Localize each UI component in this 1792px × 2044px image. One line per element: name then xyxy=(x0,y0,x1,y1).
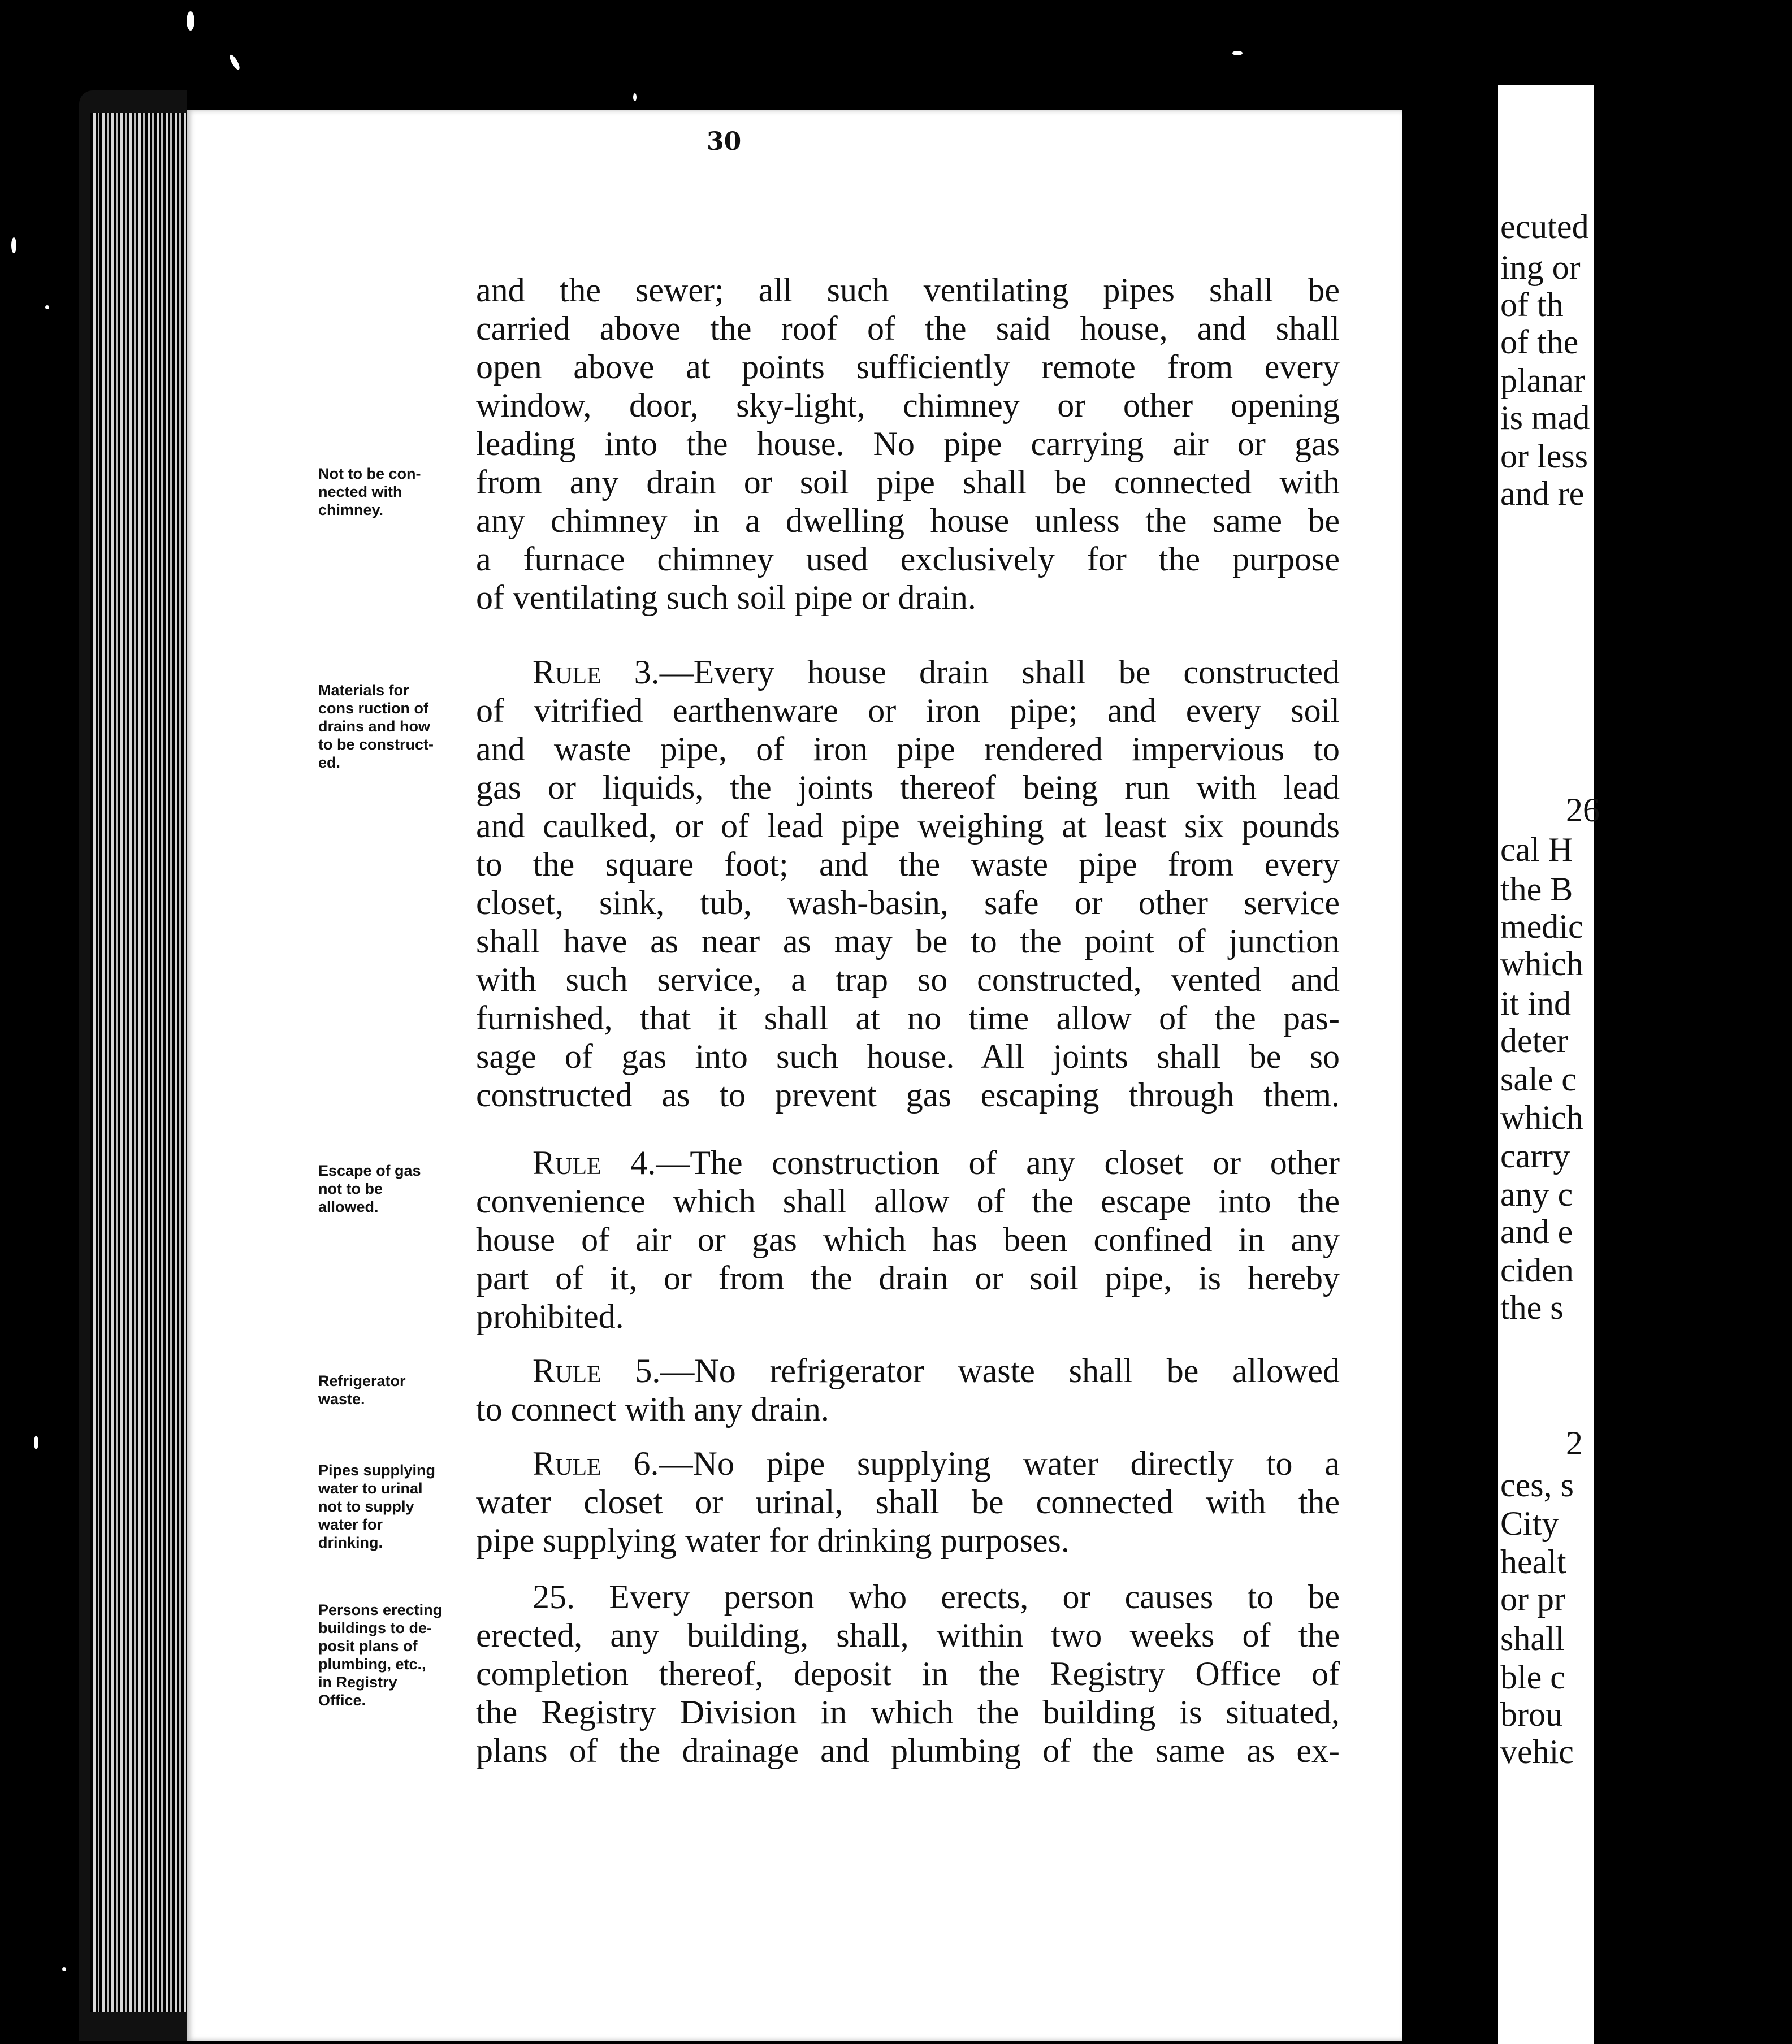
text-line: convenience which shall allow of the escape into the xyxy=(476,1183,1340,1220)
text-line: and waste pipe, of iron pipe rendered impervious to xyxy=(476,730,1340,768)
text-line: with such service, a trap so constructed, vented and xyxy=(476,961,1340,998)
rule-4-label: Rule 4. xyxy=(533,1144,656,1181)
right-page-line: which xyxy=(1500,1099,1583,1136)
text-line: plans of the drainage and plumbing of the same as ex- xyxy=(476,1732,1340,1769)
margin-note-line: waste. xyxy=(318,1391,365,1408)
rule-5-heading xyxy=(533,1352,1340,1389)
section-25-first-line: 25. Every person who erects, or causes to be xyxy=(533,1578,1340,1616)
text-line: pipe supplying water for drinking purposes. xyxy=(476,1522,1070,1559)
margin-note-line: drinking. xyxy=(318,1534,383,1551)
rule-4-text: —The construction of any closet or other xyxy=(656,1144,1340,1181)
margin-note-line: buildings to de- xyxy=(318,1619,432,1636)
right-page-line: healt xyxy=(1500,1543,1566,1580)
scan-speck xyxy=(633,93,637,101)
margin-note-materials xyxy=(318,681,482,772)
right-page-line: is mad xyxy=(1500,399,1590,436)
text-line: water closet or urinal, shall be connected with the xyxy=(476,1483,1340,1521)
right-page-line: planar xyxy=(1500,362,1585,399)
text-line: part of it, or from the drain or soil pipe, is hereby xyxy=(476,1259,1340,1297)
right-page-line: medic xyxy=(1500,908,1583,945)
right-page-line: ces, s xyxy=(1500,1466,1574,1504)
margin-note-line: posit plans of xyxy=(318,1638,418,1655)
margin-note-line: Materials for xyxy=(318,682,409,699)
text-line: completion thereof, deposit in the Registry Office of xyxy=(476,1655,1340,1692)
rule-6-heading xyxy=(533,1445,1340,1482)
scan-speck xyxy=(62,1967,66,1971)
margin-note-refrigerator xyxy=(318,1372,482,1408)
right-page-line: and e xyxy=(1500,1213,1573,1250)
scan-speck xyxy=(45,305,49,309)
margin-note-line: plumbing, etc., xyxy=(318,1656,426,1673)
margin-note-line: Refrigerator xyxy=(318,1372,406,1389)
scan-speck xyxy=(228,54,241,71)
right-page-line: or less xyxy=(1500,438,1588,475)
margin-note-escape xyxy=(318,1162,482,1216)
text-line: of ventilating such soil pipe or drain. xyxy=(476,579,976,616)
margin-note-line: water for xyxy=(318,1516,383,1533)
right-page-line: ble c xyxy=(1500,1658,1565,1696)
text-line: and caulked, or of lead pipe weighing at least six pounds xyxy=(476,807,1340,845)
scan-speck xyxy=(11,237,16,253)
right-page-line: shall xyxy=(1500,1620,1565,1657)
page-number: 30 xyxy=(707,127,742,156)
right-page-line: it ind xyxy=(1500,985,1572,1022)
text-line: to the square foot; and the waste pipe from every xyxy=(476,846,1340,883)
margin-note-line: Pipes supplying xyxy=(318,1462,436,1479)
text-line: sage of gas into such house. All joints shall be so xyxy=(476,1038,1340,1075)
scan-speck xyxy=(34,1436,38,1449)
text-line: open above at points sufficiently remote from every xyxy=(476,348,1340,386)
text-line: house of air or gas which has been confined in any xyxy=(476,1221,1340,1258)
right-page-line: 26 xyxy=(1566,791,1600,829)
margin-note-line: not to supply xyxy=(318,1498,414,1515)
text-line: to connect with any drain. xyxy=(476,1391,829,1428)
margin-note-line: Office. xyxy=(318,1692,366,1709)
right-page-line: ecuted xyxy=(1500,208,1589,245)
rule-6-label: Rule 6. xyxy=(533,1445,659,1482)
scan-speck xyxy=(1232,51,1243,55)
right-page-line: cal H xyxy=(1500,831,1573,868)
right-page-line: ciden xyxy=(1500,1251,1574,1289)
right-page-line: or pr xyxy=(1500,1580,1565,1618)
text-line: any chimney in a dwelling house unless the same be xyxy=(476,502,1340,539)
margin-note-line: Not to be con- xyxy=(318,465,421,482)
right-page-line: any c xyxy=(1500,1176,1573,1213)
right-page-line: 2 xyxy=(1566,1424,1583,1462)
rule-5-text: —No refrigerator waste shall be allowed xyxy=(660,1352,1340,1389)
right-page-line: deter xyxy=(1500,1022,1568,1059)
text-line: furnished, that it shall at no time allow of the pas- xyxy=(476,999,1340,1037)
margin-note-line: Escape of gas xyxy=(318,1162,421,1179)
text-line: leading into the house. No pipe carrying air or gas xyxy=(476,425,1340,462)
text-line: from any drain or soil pipe shall be connected with xyxy=(476,464,1340,501)
text-line: gas or liquids, the joints thereof being run with lead xyxy=(476,769,1340,806)
margin-note-pipes xyxy=(318,1461,482,1552)
margin-note-line: water to urinal xyxy=(318,1480,423,1497)
right-page-line: which xyxy=(1500,945,1583,982)
margin-note-persons xyxy=(318,1601,482,1709)
right-page-line: and re xyxy=(1500,475,1585,512)
text-line: and the sewer; all such ventilating pipes shall be xyxy=(476,271,1340,309)
margin-note-line: nected with xyxy=(318,483,402,500)
margin-note-line: chimney. xyxy=(318,501,384,518)
right-page-line: City xyxy=(1500,1505,1559,1542)
text-line: window, door, sky-light, chimney or other opening xyxy=(476,387,1340,424)
text-line: closet, sink, tub, wash-basin, safe or other service xyxy=(476,884,1340,921)
right-page xyxy=(1498,85,1600,2044)
margin-note-chimney xyxy=(318,465,482,519)
book-gutter xyxy=(1402,85,1498,2044)
rule-3-text: —Every house drain shall be constructed xyxy=(659,653,1340,691)
right-page-line: sale c xyxy=(1500,1060,1577,1098)
text-line: of vitrified earthenware or iron pipe; and every soil xyxy=(476,692,1340,729)
right-page-line: the B xyxy=(1500,871,1573,908)
right-page-line: brou xyxy=(1500,1696,1562,1733)
right-page-line: of th xyxy=(1500,286,1564,323)
right-page-line: of the xyxy=(1500,323,1579,361)
rule-5-label: Rule 5. xyxy=(533,1352,661,1389)
rule-6-text: —No pipe supplying water directly to a xyxy=(659,1445,1340,1482)
right-page-line: carry xyxy=(1500,1137,1570,1175)
right-page-line: the s xyxy=(1500,1289,1564,1326)
margin-note-line: to be construct- xyxy=(318,736,434,753)
margin-note-line: drains and how xyxy=(318,718,431,735)
margin-note-line: not to be xyxy=(318,1180,383,1197)
scan-speck xyxy=(187,11,194,31)
page-edges xyxy=(90,113,187,2012)
text-line: the Registry Division in which the building is situated, xyxy=(476,1694,1340,1731)
text-line: carried above the roof of the said house, and shall xyxy=(476,310,1340,347)
text-line: shall have as near as may be to the point of junction xyxy=(476,923,1340,960)
text-line: a furnace chimney used exclusively for the purpose xyxy=(476,540,1340,578)
text-line: erected, any building, shall, within two weeks of the xyxy=(476,1617,1340,1654)
right-page-line: ing or xyxy=(1500,249,1581,286)
margin-note-line: Persons erecting xyxy=(318,1601,443,1618)
margin-note-line: allowed. xyxy=(318,1198,379,1215)
margin-note-line: ed. xyxy=(318,754,341,771)
text-line: prohibited. xyxy=(476,1298,624,1335)
margin-note-line: in Registry xyxy=(318,1674,397,1691)
text-line: constructed as to prevent gas escaping through them. xyxy=(476,1076,1340,1114)
rule-4-heading xyxy=(533,1144,1340,1181)
rule-3-label: Rule 3. xyxy=(533,653,660,691)
rule-3-heading xyxy=(533,653,1340,691)
right-page-line: vehic xyxy=(1500,1733,1574,1770)
margin-note-line: cons ruction of xyxy=(318,700,428,717)
